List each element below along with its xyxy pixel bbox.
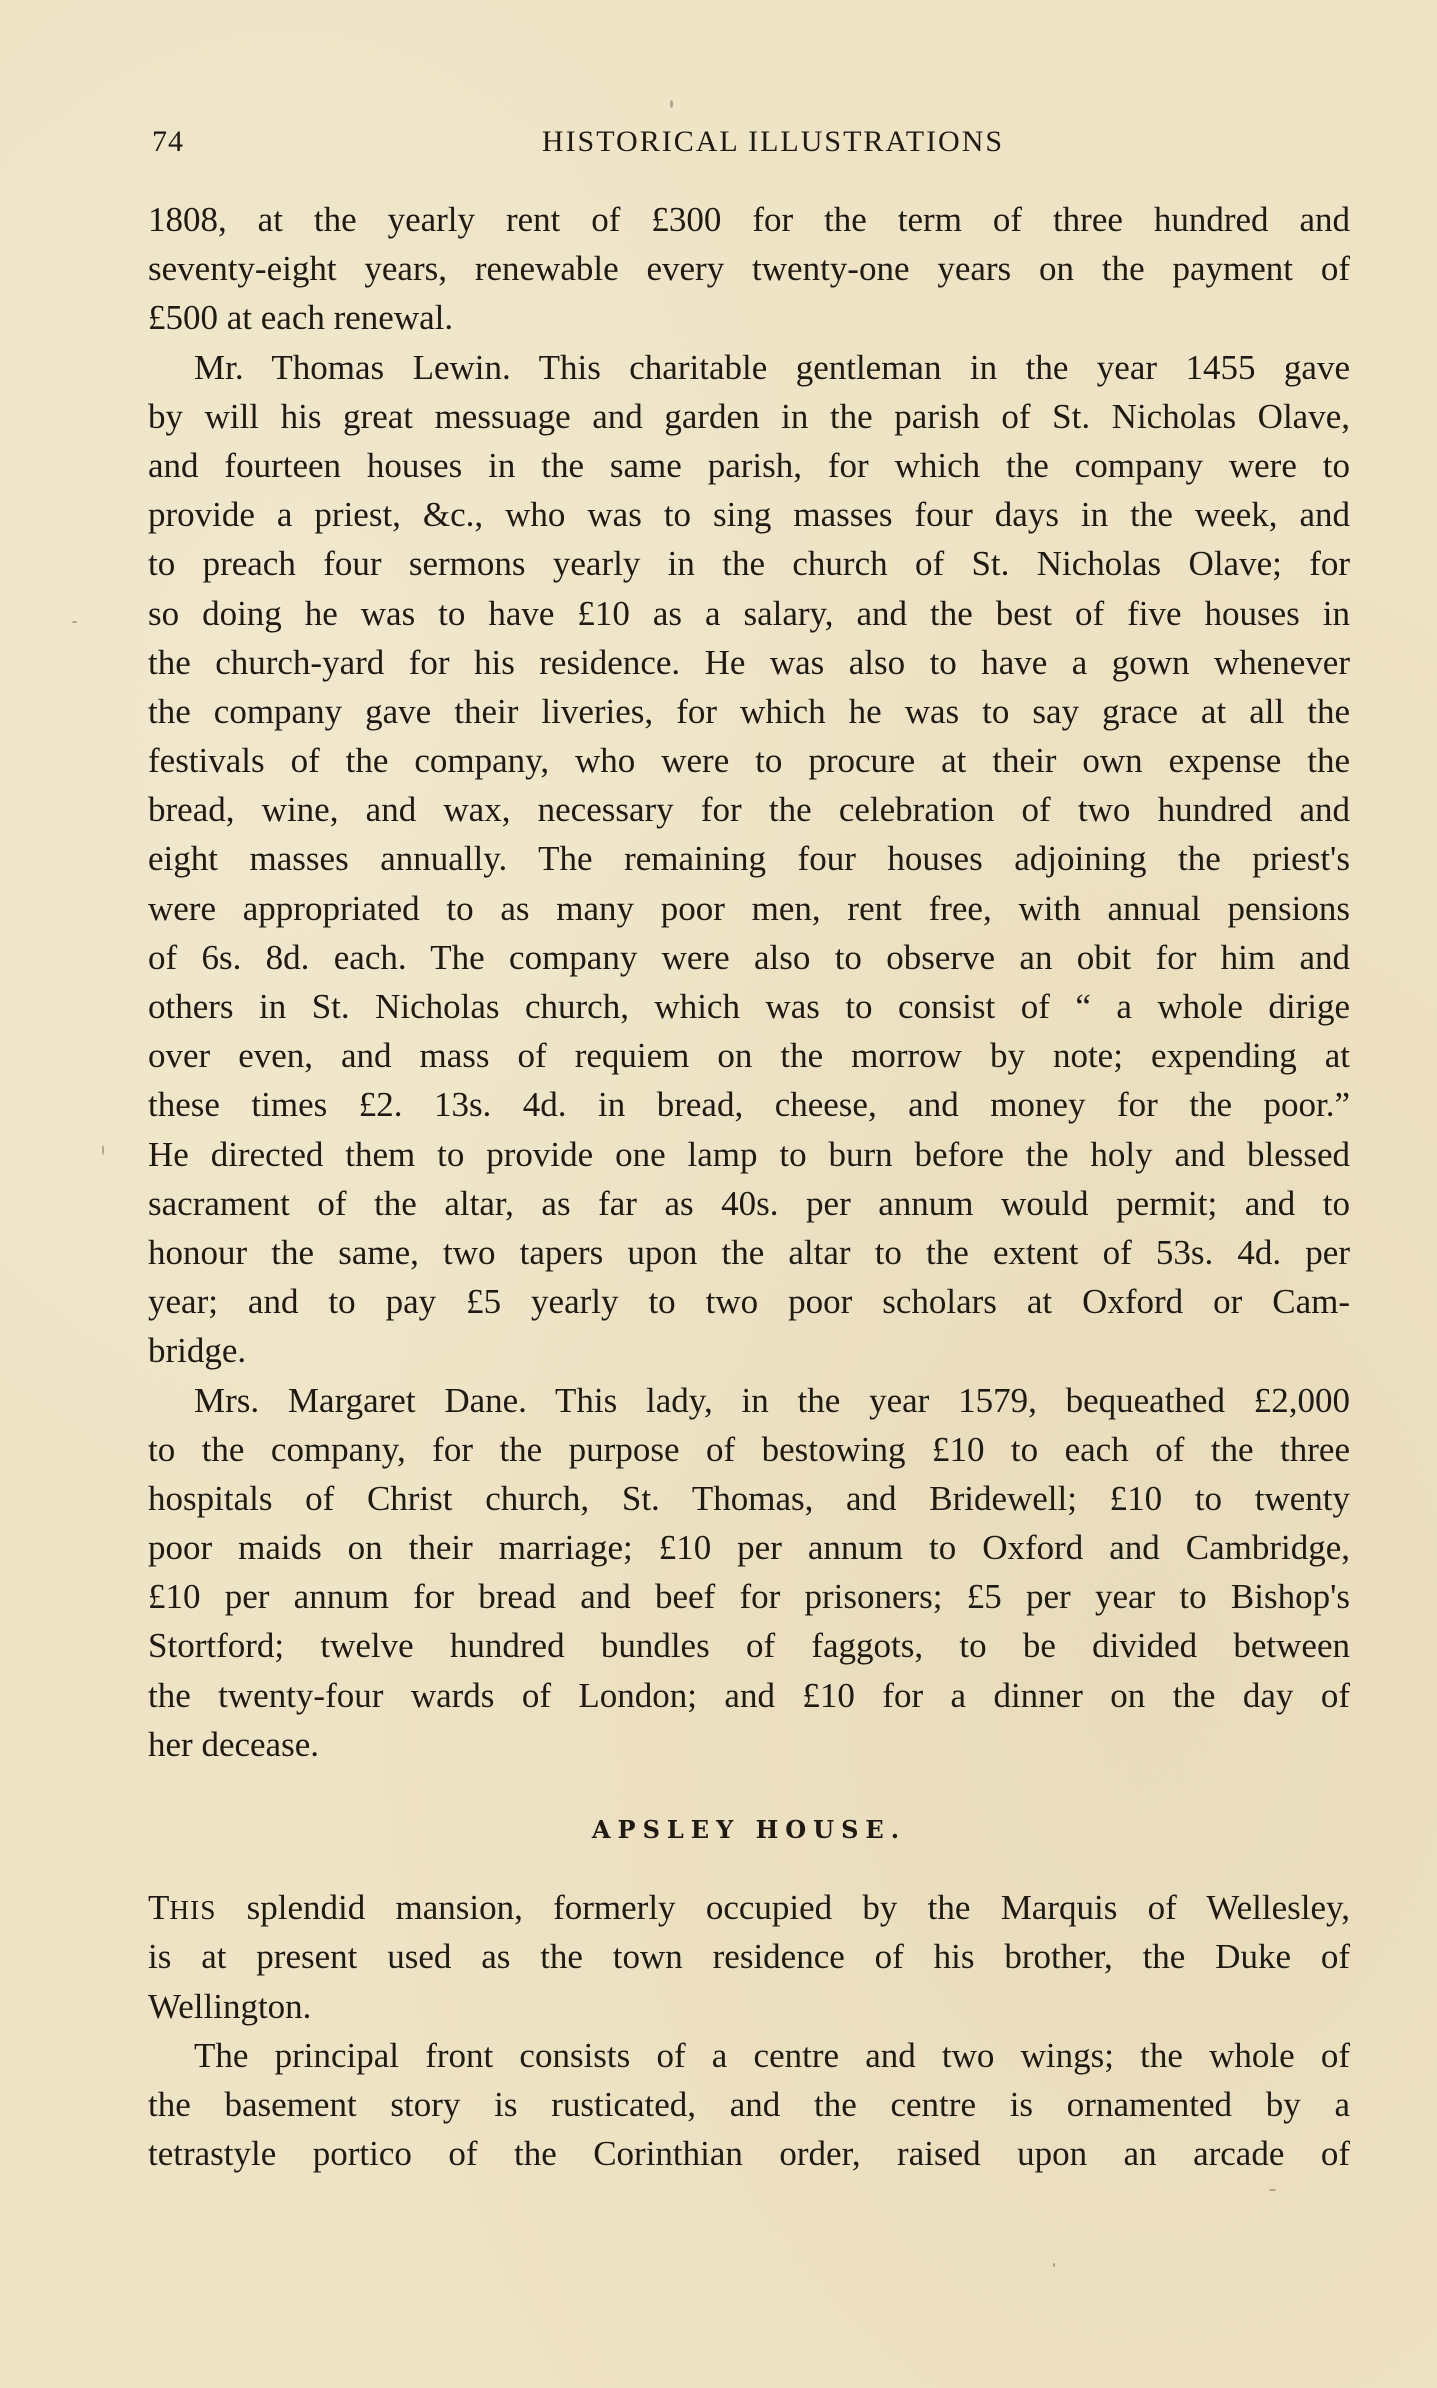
text-line: year; and to pay £5 yearly to two poor scholars at Oxford or Cam- xyxy=(148,1282,1350,1322)
first-line-text: splendid mansion, formerly occupied by the Marquis of Wellesley, xyxy=(216,1888,1350,1927)
section-first-line xyxy=(148,1883,1350,1932)
text-line: and fourteen houses in the same parish, for which the company were to xyxy=(148,445,1350,485)
paper-speck xyxy=(102,1145,104,1155)
paper-speck xyxy=(72,621,77,623)
text-line: tetrastyle portico of the Corinthian order, raised upon an arcade of xyxy=(148,2134,1350,2174)
text-line: others in St. Nicholas church, which was to consist of “ a whole dirige xyxy=(148,987,1350,1026)
body-text xyxy=(148,195,1350,1769)
paragraph-start-line: The principal front consists of a centre and two wings; the whole of xyxy=(194,2035,1350,2075)
text-line: over even, and mass of requiem on the morrow by note; expending at xyxy=(148,1036,1350,1076)
text-line: the basement story is rusticated, and the centre is ornamented by a xyxy=(148,2085,1350,2125)
section-heading: APSLEY HOUSE. xyxy=(591,1815,907,1844)
paper-speck xyxy=(1053,2263,1055,2267)
text-line: eight masses annually. The remaining four houses adjoining the priest's xyxy=(148,839,1350,879)
text-line: to preach four sermons yearly in the church of St. Nicholas Olave; for xyxy=(148,544,1350,584)
paper-speck xyxy=(1269,2189,1276,2191)
text-line: £10 per annum for bread and beef for prisoners; £5 per year to Bishop's xyxy=(148,1577,1350,1617)
small-caps-word: HIS xyxy=(169,1895,217,1925)
text-line: the twenty-four wards of London; and £10 for a dinner on the day of xyxy=(148,1675,1350,1715)
text-line: festivals of the company, who were to procure at their own expense the xyxy=(148,741,1350,781)
page-header xyxy=(152,125,1344,175)
text-line: seventy-eight years, renewable every twenty-one years on the payment of xyxy=(148,249,1350,289)
text-line: were appropriated to as many poor men, rent free, with annual pensions xyxy=(148,888,1350,928)
text-line: to the company, for the purpose of bestowing £10 to each of the three xyxy=(148,1429,1350,1469)
running-head: HISTORICAL ILLUSTRATIONS xyxy=(541,125,1005,158)
text-line: by will his great messuage and garden in the parish of St. Nicholas Olave, xyxy=(148,396,1350,436)
text-line: of 6s. 8d. each. The company were also to observe an obit for him and xyxy=(148,937,1350,977)
paragraph-start-line: Mr. Thomas Lewin. This charitable gentleman in the year 1455 gave xyxy=(194,347,1350,387)
text-line: these times £2. 13s. 4d. in bread, cheese, and money for the poor.” xyxy=(148,1085,1350,1125)
paper-speck xyxy=(670,100,673,108)
drop-cap-initial: T xyxy=(148,1888,170,1927)
section-body xyxy=(148,1883,1350,2179)
text-line: Stortford; twelve hundred bundles of faggots, to be divided between xyxy=(148,1626,1350,1666)
text-line: poor maids on their marriage; £10 per annum to Oxford and Cambridge, xyxy=(148,1528,1350,1568)
text-line: hospitals of Christ church, St. Thomas, and Bridewell; £10 to twenty xyxy=(148,1478,1350,1518)
text-line: her decease. xyxy=(148,1724,319,1764)
text-line: He directed them to provide one lamp to burn before the holy and blessed xyxy=(148,1134,1350,1174)
text-line: Wellington. xyxy=(148,1986,312,2026)
text-line: the church-yard for his residence. He was also to have a gown whenever xyxy=(148,642,1350,682)
text-line: sacrament of the altar, as far as 40s. per annum would permit; and to xyxy=(148,1183,1350,1223)
text-line: honour the same, two tapers upon the altar to the extent of 53s. 4d. per xyxy=(148,1232,1350,1272)
text-line: bridge. xyxy=(148,1331,247,1371)
text-line: so doing he was to have £10 as a salary, and the best of five houses in xyxy=(148,593,1350,633)
text-line: provide a priest, &c., who was to sing masses four days in the week, and xyxy=(148,495,1350,535)
paragraph-start-line: Mrs. Margaret Dane. This lady, in the year 1579, bequeathed £2,000 xyxy=(194,1380,1350,1420)
text-line: 1808, at the yearly rent of £300 for the term of three hundred and xyxy=(148,200,1350,239)
text-line: bread, wine, and wax, necessary for the celebration of two hundred and xyxy=(148,790,1350,830)
text-line: the company gave their liveries, for which he was to say grace at all the xyxy=(148,691,1350,731)
text-line: £500 at each renewal. xyxy=(148,298,454,338)
page-number: 74 xyxy=(152,125,184,158)
text-line: is at present used as the town residence of his brother, the Duke of xyxy=(148,1937,1350,1977)
